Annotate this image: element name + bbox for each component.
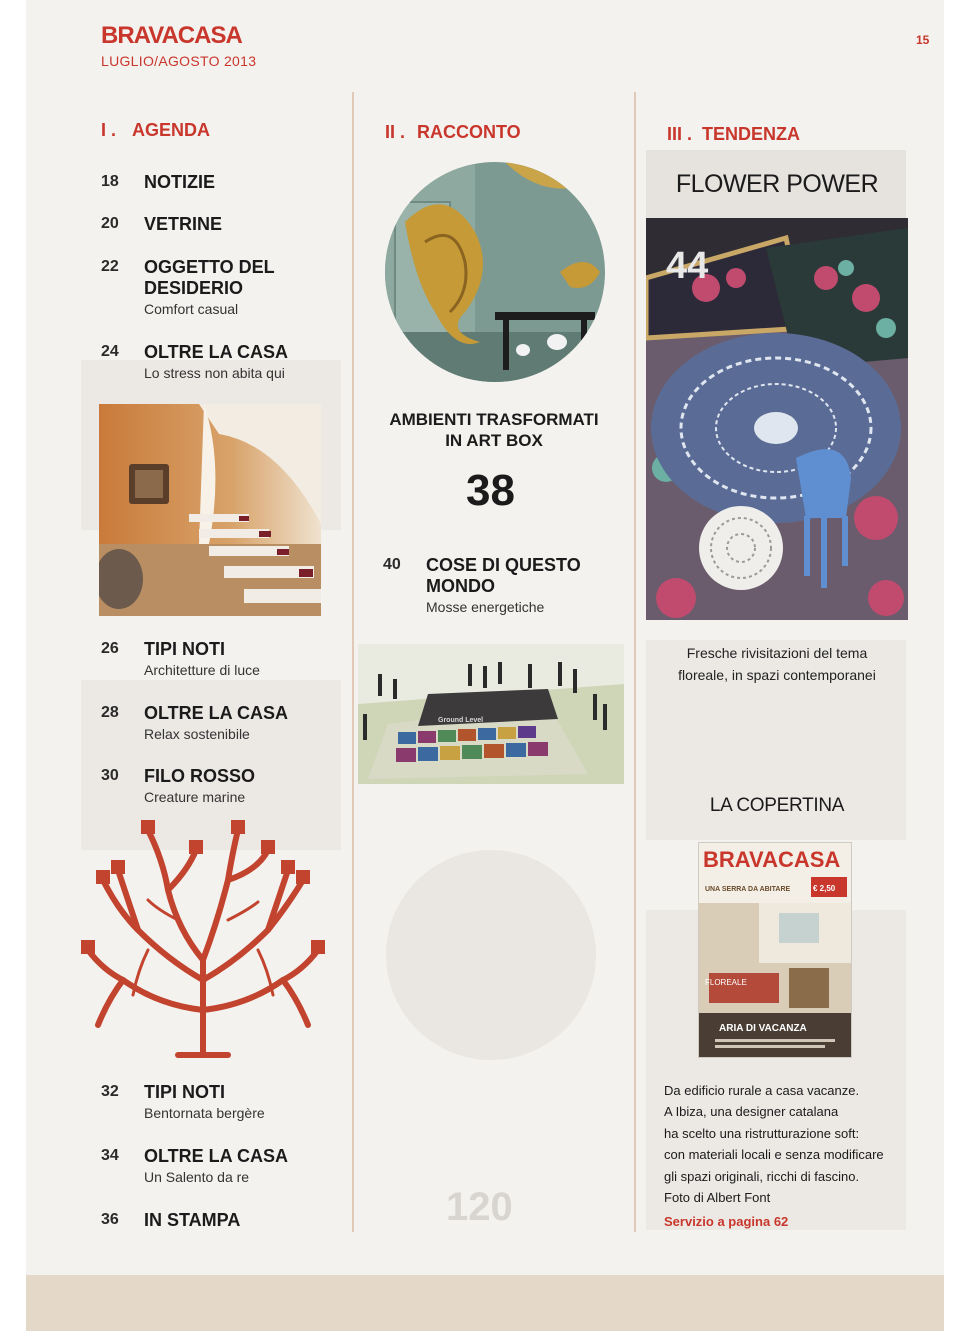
- flower-power-title[interactable]: FLOWER POWER: [675, 170, 879, 198]
- cover-brand: BRAVACASA: [703, 847, 841, 872]
- copertina-title: LA COPERTINA: [709, 795, 845, 816]
- caption-line: floreale, in spazi contemporanei: [678, 667, 876, 683]
- description-line: gli spazi originali, ricchi di fascino.: [664, 1168, 860, 1184]
- toc-page-number: 28: [101, 704, 119, 721]
- flower-power-illustration: [646, 218, 908, 620]
- toc-page-number: 34: [101, 1147, 119, 1164]
- floor-label: Ground Level: [438, 717, 484, 724]
- toc-subtitle: Comfort casual: [144, 301, 239, 317]
- toc-page-number: 36: [101, 1211, 119, 1228]
- toc-title: FILO ROSSO: [144, 766, 256, 786]
- toc-page-number: 40: [383, 556, 401, 573]
- toc-subtitle: Creature marine: [144, 789, 246, 805]
- toc-title: OLTRE LA CASA: [144, 342, 288, 362]
- showthrough-circle: [386, 850, 596, 1060]
- toc-title: COSE DI QUESTO MONDO: [426, 555, 581, 596]
- exhibition-illustration: [358, 644, 624, 784]
- column-divider: [634, 92, 636, 1232]
- toc-title: OLTRE LA CASA: [144, 1146, 288, 1166]
- toc-title: IN STAMPA: [144, 1210, 241, 1230]
- cover-tag: UNA SERRA DA ABITARE: [705, 886, 791, 893]
- section-heading-agenda: [101, 120, 210, 141]
- toc-page-number: 22: [101, 258, 119, 275]
- toc-subtitle: Architetture di luce: [144, 662, 260, 678]
- flower-power-caption: [646, 642, 908, 686]
- description-line: Da edificio rurale a casa vacanze.: [664, 1083, 860, 1098]
- photo-page-number: 44: [666, 245, 709, 287]
- cose-di-questo-mondo-image: [358, 644, 624, 784]
- toc-title: OGGETTO DEL DESIDERIO: [144, 257, 275, 298]
- flower-power-photo: [646, 218, 908, 620]
- toc-page-number: 32: [101, 1083, 119, 1100]
- toc-page-number: 20: [101, 215, 119, 232]
- section-label: RACCONTO: [417, 122, 521, 142]
- toc-page-number: 26: [101, 640, 119, 657]
- photo-credit: Foto di Albert Font: [664, 1190, 771, 1206]
- toc-title: TIPI NOTI: [144, 1082, 225, 1102]
- brand-logo: BRAVACASA: [101, 22, 242, 49]
- feature-title-line: IN ART BOX: [445, 431, 543, 450]
- toc-subtitle: Mosse energetiche: [426, 599, 545, 615]
- spa-photo: [99, 404, 321, 616]
- toc-page-number: 30: [101, 767, 119, 784]
- cover-price: € 2,50: [813, 884, 836, 893]
- toc-subtitle: Un Salento da re: [144, 1169, 250, 1185]
- section-number: I .: [101, 120, 117, 140]
- section-heading-racconto: [385, 122, 521, 143]
- feature-title[interactable]: [370, 409, 618, 451]
- toc-page-number: 24: [101, 343, 119, 360]
- page-bottom-strip: [26, 1275, 944, 1331]
- cover-floreale: FLOREALE: [705, 978, 747, 987]
- cover-thumbnail[interactable]: [698, 842, 852, 1058]
- coral-candelabra-illustration: [78, 810, 328, 1060]
- description-line: A Ibiza, una designer catalana: [664, 1104, 839, 1120]
- feature-title-line: AMBIENTI TRASFORMATI: [389, 410, 599, 429]
- toc-title: NOTIZIE: [144, 172, 215, 192]
- feature-page-number: 38: [466, 466, 515, 515]
- description-line: con materiali locali e senza modificare: [664, 1147, 884, 1163]
- page-number: 15: [916, 33, 930, 47]
- caption-line: Fresche rivisitazioni del tema: [686, 645, 868, 661]
- toc-title: OLTRE LA CASA: [144, 703, 288, 723]
- toc-page-number: 18: [101, 173, 119, 190]
- section-number: II .: [385, 122, 406, 142]
- showthrough-number: 120: [446, 1185, 513, 1229]
- cover-description: [664, 1080, 909, 1208]
- spa-photo-illustration: [99, 404, 321, 616]
- toc-subtitle: Lo stress non abita qui: [144, 365, 285, 381]
- column-divider: [352, 92, 354, 1232]
- section-number: III .: [667, 124, 693, 144]
- masthead: [101, 22, 256, 69]
- section-label: AGENDA: [132, 120, 211, 140]
- section-heading-tendenza: [667, 124, 800, 145]
- art-box-circle-photo: [385, 162, 605, 382]
- description-line: ha scelto una ristrutturazione soft:: [664, 1125, 860, 1141]
- coral-candelabra-image: [78, 810, 328, 1060]
- toc-subtitle: Bentornata bergère: [144, 1105, 265, 1121]
- toc-subtitle: Relax sostenibile: [144, 726, 250, 742]
- cover-illustration: [699, 843, 851, 1057]
- service-page-link[interactable]: Servizio a pagina 62: [664, 1214, 789, 1229]
- toc-title: VETRINE: [144, 214, 223, 234]
- art-box-illustration: [385, 162, 605, 382]
- section-label: TENDENZA: [702, 124, 801, 144]
- toc-title: TIPI NOTI: [144, 639, 225, 659]
- issue-date: LUGLIO/AGOSTO 2013: [101, 53, 257, 69]
- cover-headline: ARIA DI VACANZA: [719, 1023, 807, 1034]
